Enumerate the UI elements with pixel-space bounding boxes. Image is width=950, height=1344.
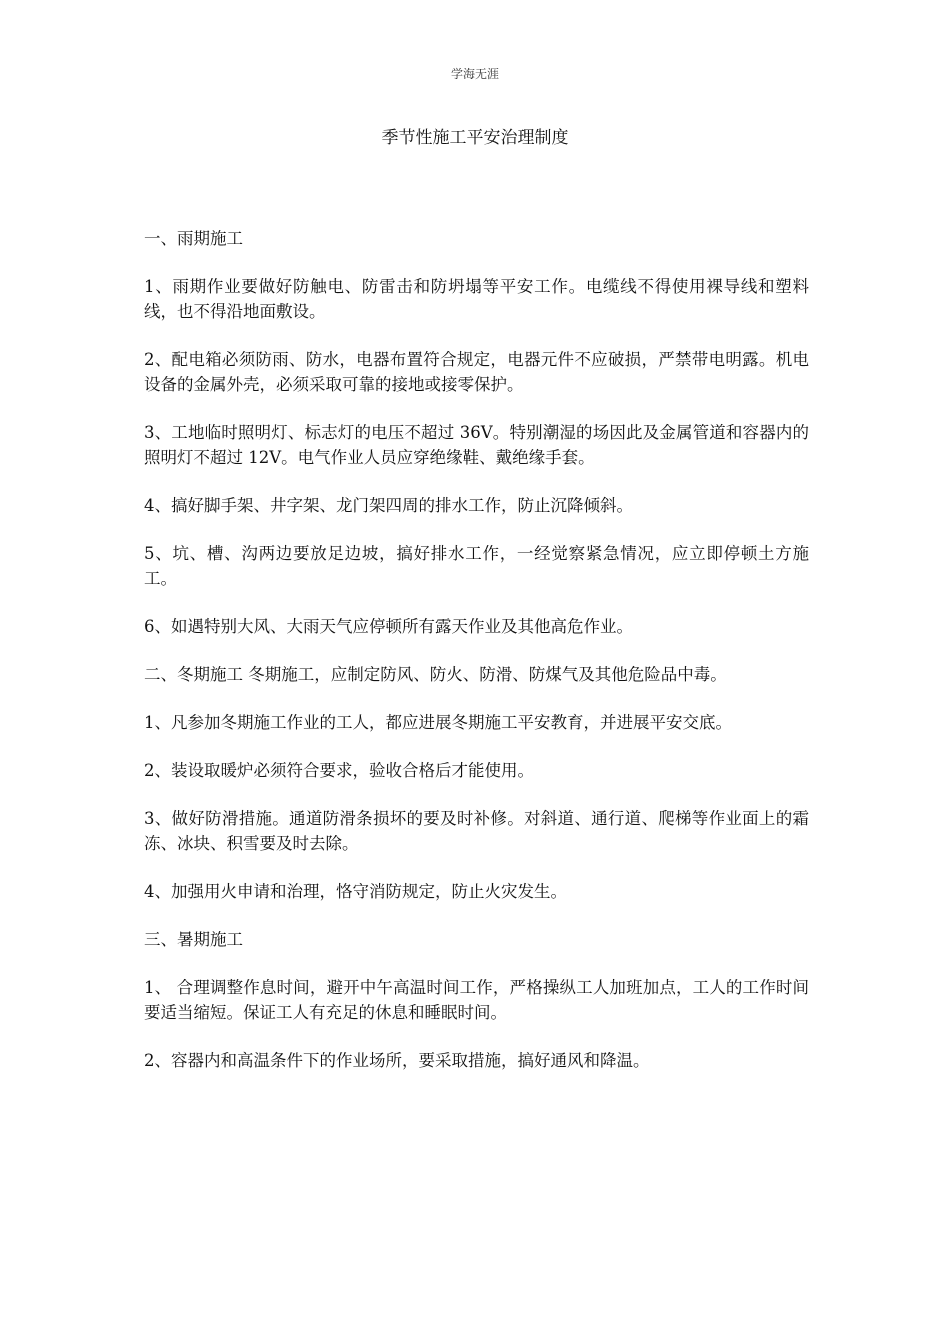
paragraph: 1、 合理调整作息时间，避开中午高温时间工作，严格操纵工人加班加点，工人的工作时间要适当缩短。保证工人有充足的休息和睡眠时间。 (144, 978, 809, 1022)
document-body (144, 226, 809, 1096)
paragraph: 1、雨期作业要做好防触电、防雷击和防坍塌等平安工作。电缆线不得使用裸导线和塑料线，也不得沿地面敷设。 (144, 277, 809, 321)
paragraph: 1、凡参加冬期施工作业的工人，都应进展冬期施工平安教育，并进展平安交底。 (144, 713, 732, 732)
page-header: 学海无涯 (450, 67, 499, 81)
paragraph: 3、工地临时照明灯、标志灯的电压不超过 36V。特别潮湿的场因此及金属管道和容器内的照明灯不超过 12V。电气作业人员应穿绝缘鞋、戴绝缘手套。 (144, 423, 809, 467)
paragraph: 3、做好防滑措施。通道防滑条损坏的要及时补修。对斜道、通行道、爬梯等作业面上的霜冻、冰块、积雪要及时去除。 (144, 809, 809, 853)
paragraph: 5、坑、槽、沟两边要放足边坡，搞好排水工作，一经觉察紧急情况，应立即停顿土方施工。 (144, 544, 809, 588)
paragraph: 2、配电箱必须防雨、防水，电器布置符合规定，电器元件不应破损，严禁带电明露。机电设备的金属外壳，必须采取可靠的接地或接零保护。 (144, 350, 809, 394)
section-heading-winter: 二、冬期施工 冬期施工，应制定防风、防火、防滑、防煤气及其他危险品中毒。 (144, 665, 727, 684)
section-heading-rainy: 一、雨期施工 (144, 229, 243, 248)
document-title: 季节性施工平安治理制度 (381, 128, 569, 148)
paragraph: 6、如遇特别大风、大雨天气应停顿所有露天作业及其他高危作业。 (144, 617, 633, 636)
paragraph: 4、搞好脚手架、井字架、龙门架四周的排水工作，防止沉降倾斜。 (144, 496, 633, 515)
section-heading-summer: 三、暑期施工 (144, 930, 243, 949)
paragraph: 2、容器内和高温条件下的作业场所，要采取措施，搞好通风和降温。 (144, 1051, 650, 1070)
paragraph: 2、装设取暖炉必须符合要求，验收合格后才能使用。 (144, 761, 534, 780)
paragraph: 4、加强用火申请和治理，恪守消防规定，防止火灾发生。 (144, 882, 567, 901)
